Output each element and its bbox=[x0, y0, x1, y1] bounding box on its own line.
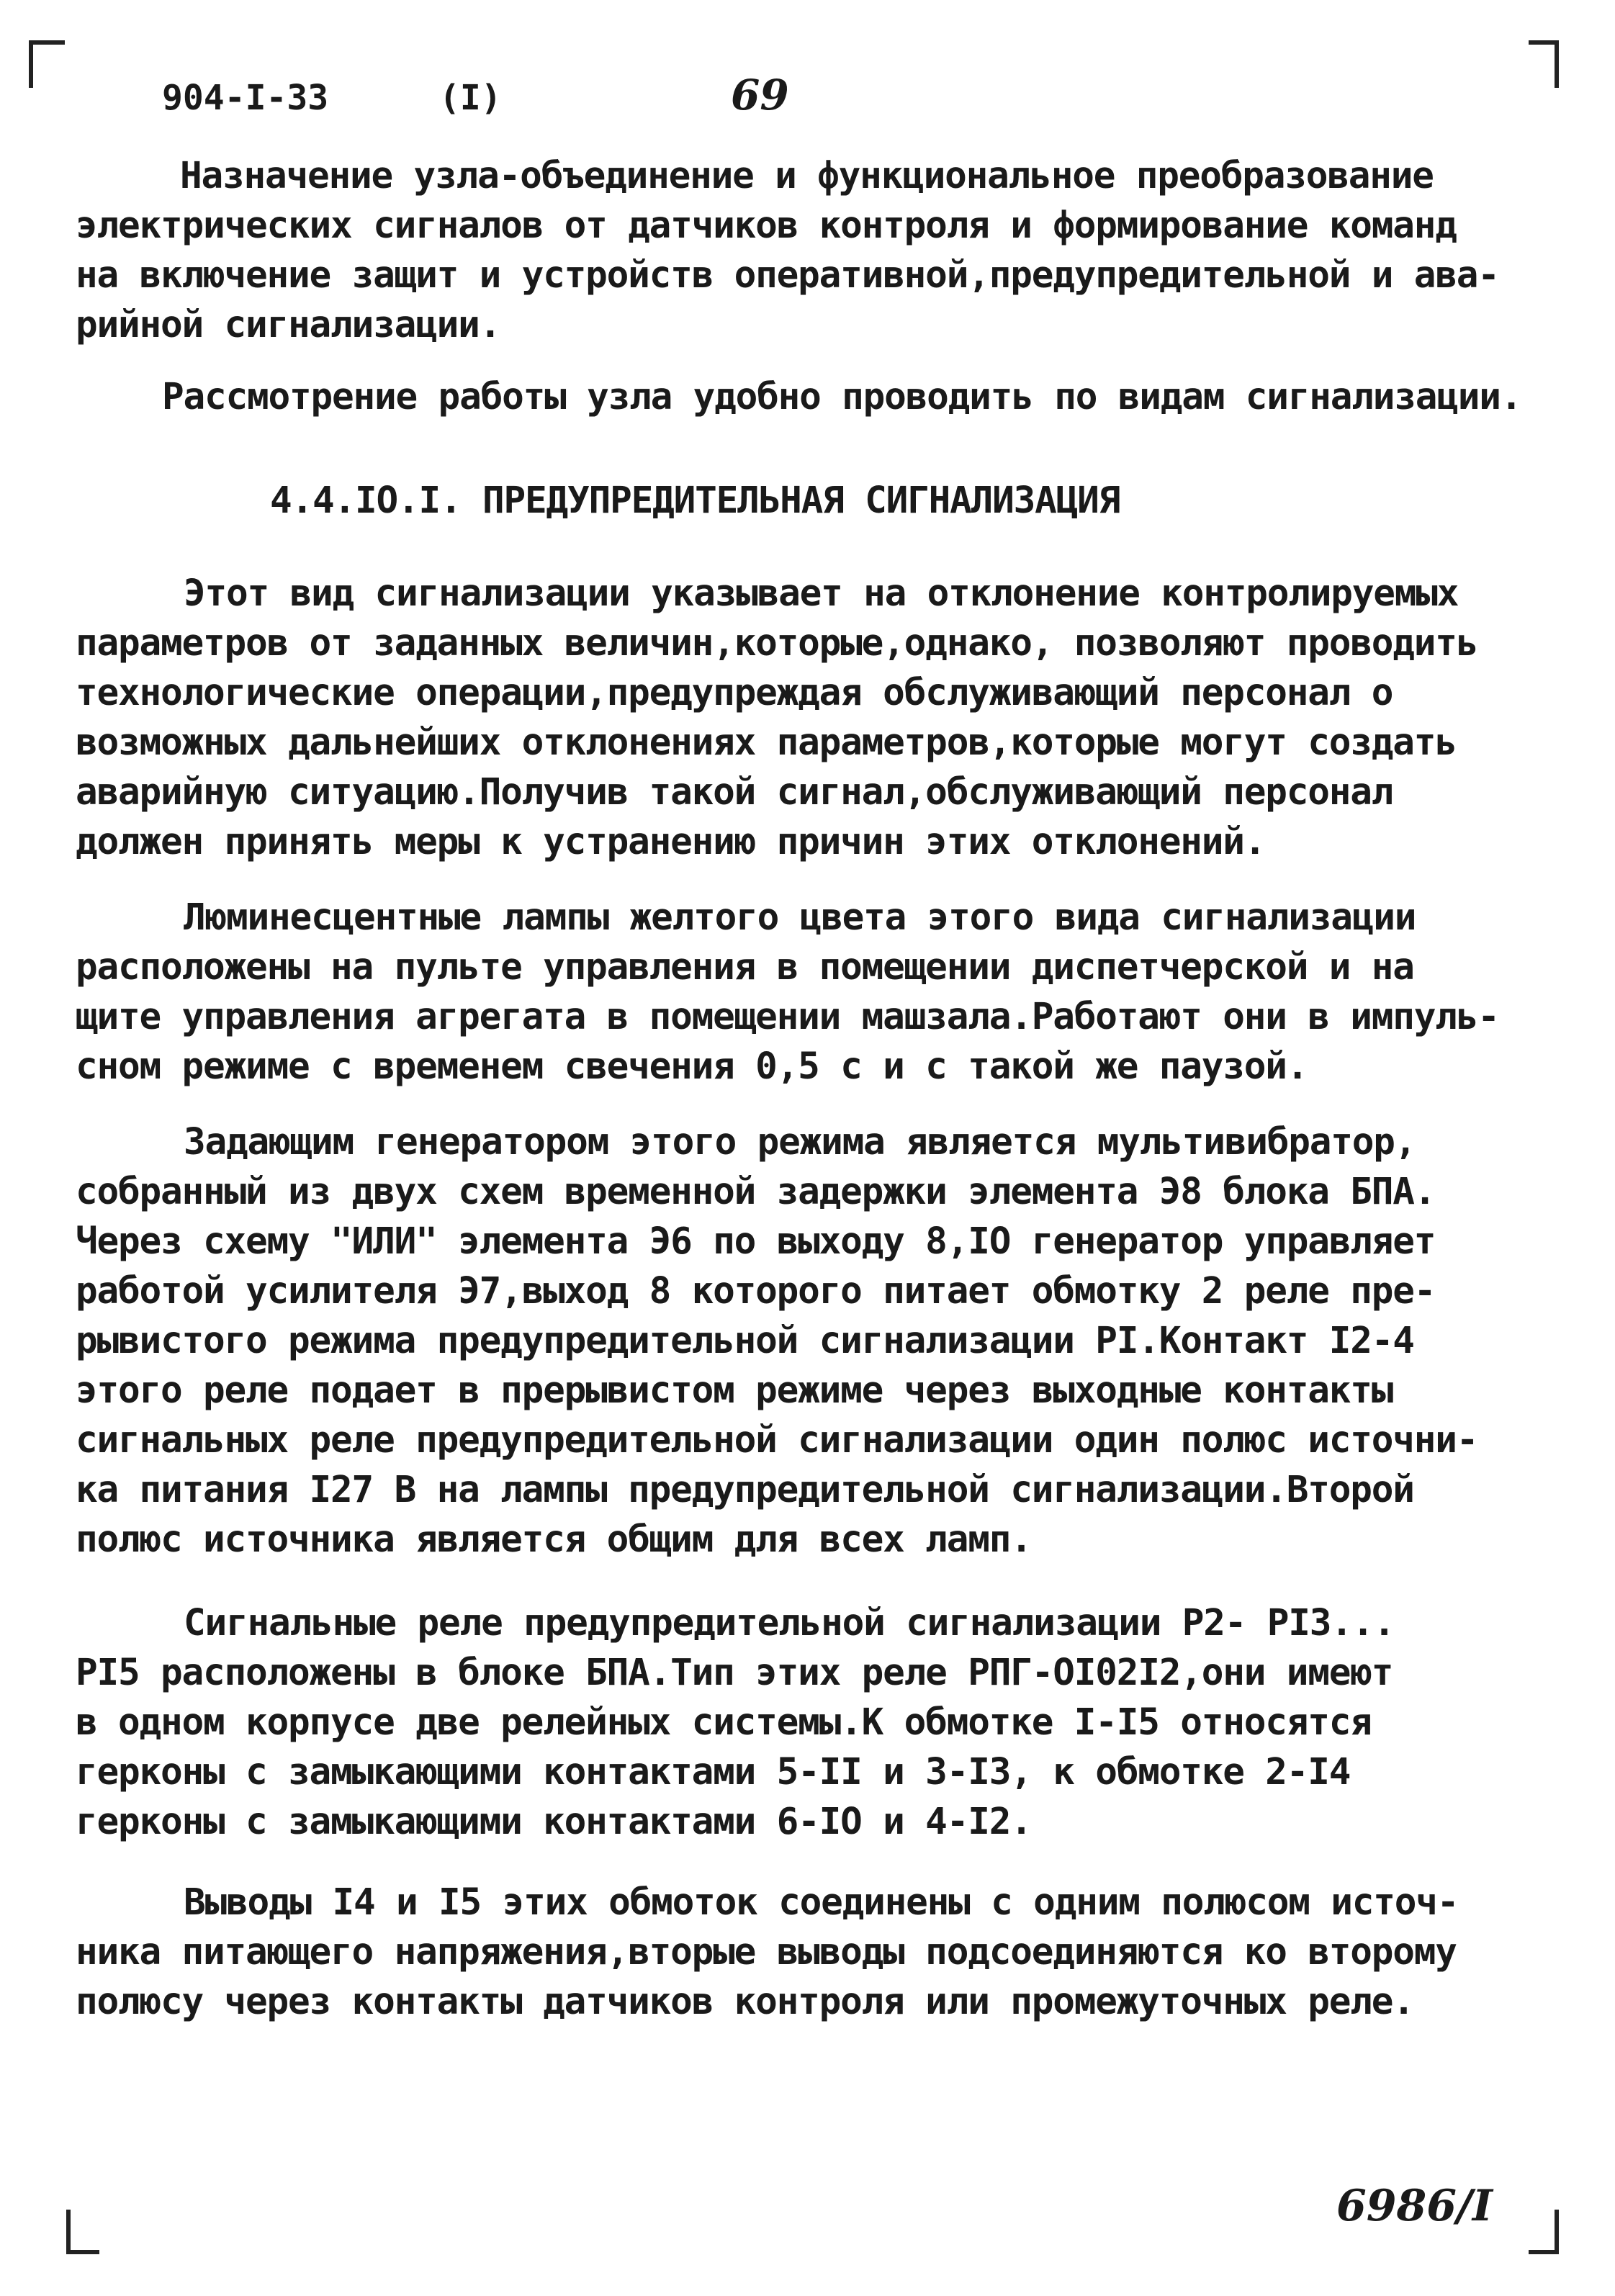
p7-line-1: Выводы I4 и I5 этих обмоток соединены с одним полюсом источ- bbox=[184, 1881, 1459, 1924]
p1-line-2: электрических сигналов от датчиков контроля и формирование команд bbox=[76, 204, 1457, 247]
p3-line-3: технологические операции,предупреждая обслуживающий персонал о bbox=[76, 672, 1393, 714]
p3-line-5: аварийную ситуацию.Получив такой сигнал,обслуживающий персонал bbox=[76, 771, 1393, 814]
p5-line-7: сигнальных реле предупредительной сигнализации один полюс источни- bbox=[76, 1419, 1478, 1462]
p2-line-1: Рассмотрение работы узла удобно проводить по видам сигнализации. bbox=[162, 376, 1522, 418]
p6-line-5: герконы с замыкающими контактами 6-IO и 4-I2. bbox=[76, 1801, 1032, 1843]
inventory-code: 6986/I bbox=[1336, 2181, 1493, 2231]
p4-line-3: щите управления агрегата в помещении машзала.Работают они в импуль- bbox=[76, 996, 1499, 1038]
page-number: 69 bbox=[731, 71, 789, 120]
p6-line-3: в одном корпусе две релейных системы.К обмотке I-I5 относятся bbox=[76, 1701, 1372, 1744]
p3-line-1: Этот вид сигнализации указывает на отклонение контролируемых bbox=[184, 572, 1459, 615]
p7-line-2: ника питающего напряжения,вторые выводы подсоединяются ко второму bbox=[76, 1931, 1457, 1973]
corner-mark-bottom-right bbox=[1529, 2210, 1559, 2254]
p1-line-3: на включение защит и устройств оперативной,предупредительной и ава- bbox=[76, 254, 1499, 297]
p5-line-9: полюс источника является общим для всех ламп. bbox=[76, 1518, 1032, 1561]
p3-line-2: параметров от заданных величин,которые,однако, позволяют проводить bbox=[76, 622, 1478, 665]
p5-line-4: работой усилителя Э7,выход 8 которого питает обмотку 2 реле пре- bbox=[76, 1270, 1436, 1313]
p6-line-4: герконы с замыкающими контактами 5-II и 3-I3, к обмотке 2-I4 bbox=[76, 1751, 1351, 1793]
p4-line-4: сном режиме с временем свечения 0,5 с и с такой же паузой. bbox=[76, 1045, 1308, 1088]
p5-line-3: Через схему "ИЛИ" элемента Э6 по выходу 8,IO генератор управляет bbox=[76, 1220, 1436, 1263]
section-heading: 4.4.IO.I. ПРЕДУПРЕДИТЕЛЬНАЯ СИГНАЛИЗАЦИЯ bbox=[270, 480, 1120, 522]
p3-line-4: возможных дальнейших отклонениях параметров,которые могут создать bbox=[76, 721, 1457, 764]
corner-mark-bottom-left bbox=[66, 2210, 99, 2254]
p7-line-3: полюсу через контакты датчиков контроля или промежуточных реле. bbox=[76, 1981, 1414, 2023]
p1-line-4: рийной сигнализации. bbox=[76, 304, 501, 346]
p6-line-1: Сигнальные реле предупредительной сигнализации Р2- PI3... bbox=[184, 1602, 1395, 1644]
p6-line-2: PI5 расположены в блоке БПА.Тип этих реле РПГ-OI02I2,они имеют bbox=[76, 1652, 1393, 1694]
p1-line-1: Назначение узла-объединение и функциональное преобразование bbox=[180, 155, 1434, 197]
p4-line-1: Люминесцентные лампы желтого цвета этого вида сигнализации bbox=[184, 896, 1416, 939]
corner-mark-top-left bbox=[29, 40, 65, 88]
p5-line-1: Задающим генератором этого режима является мультивибратор, bbox=[184, 1121, 1416, 1163]
p5-line-5: рывистого режима предупредительной сигнализации PI.Контакт I2-4 bbox=[76, 1320, 1414, 1362]
p4-line-2: расположены на пульте управления в помещении диспетчерской и на bbox=[76, 946, 1414, 989]
volume-number: (I) bbox=[439, 78, 502, 118]
p5-line-8: ка питания I27 В на лампы предупредительной сигнализации.Второй bbox=[76, 1469, 1414, 1511]
document-code: 904-I-33 bbox=[162, 78, 329, 118]
p3-line-6: должен принять меры к устранению причин этих отклонений. bbox=[76, 821, 1266, 863]
p5-line-6: этого реле подает в прерывистом режиме через выходные контакты bbox=[76, 1369, 1393, 1412]
p5-line-2: собранный из двух схем временной задержки элемента Э8 блока БПА. bbox=[76, 1171, 1436, 1213]
corner-mark-top-right bbox=[1529, 40, 1559, 88]
